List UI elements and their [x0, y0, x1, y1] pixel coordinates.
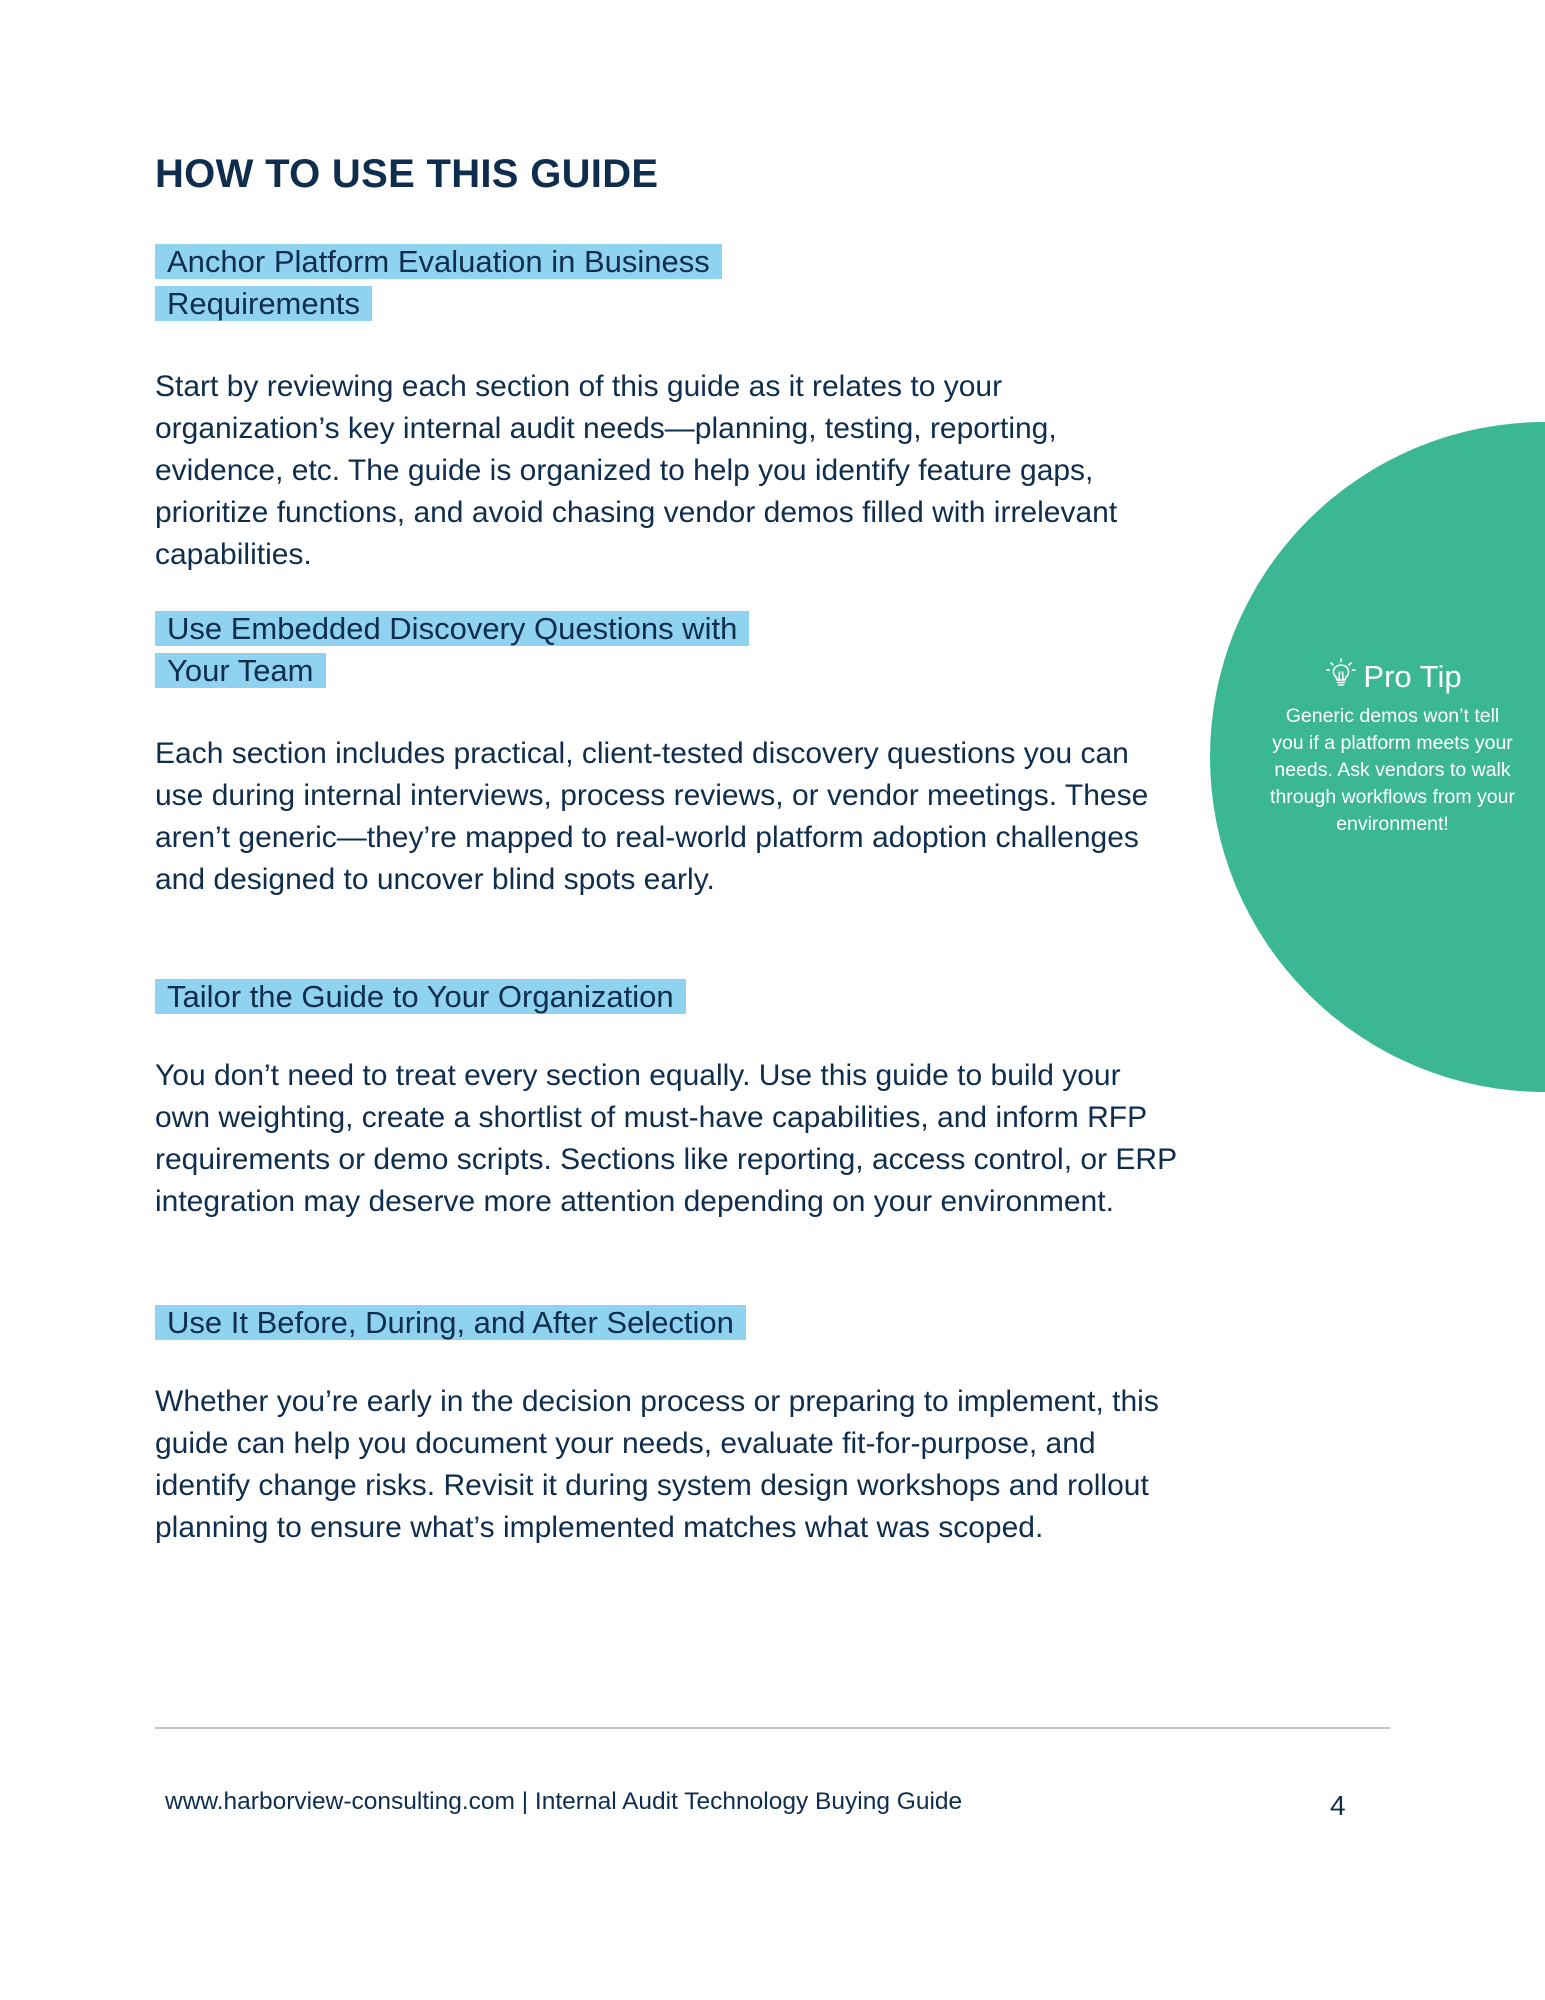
section-tailor-guide [155, 976, 1180, 1218]
footer-text: www.harborview-consulting.com | Internal Audit Technology Buying Guide [165, 1788, 963, 1815]
pro-tip-text: Generic demos won’t tell you if a platform meets your needs. Ask vendors to walk through workflows from your environment! [1270, 705, 1515, 835]
section-heading-label: Tailor the Guide to Your Organization [155, 979, 686, 1014]
section-body: Start by reviewing each section of this guide as it relates to your organization’s key internal audit needs—planning, testing, reporting, evidence, etc. The guide is organized to help you identify feature gaps, prioritize functions, and avoid chasing vendor demos filled with irrelevant capabilities. [155, 370, 1118, 571]
section-selection-lifecycle [155, 1302, 1180, 1544]
pro-tip-title: Pro Tip [1363, 658, 1462, 694]
section-heading [155, 608, 775, 692]
section-discovery-questions [155, 608, 1180, 896]
pro-tip-callout [1270, 656, 1515, 838]
page-title: HOW TO USE THIS GUIDE [155, 152, 659, 196]
section-heading-label: Anchor Platform Evaluation in Business Requirements [155, 244, 722, 321]
pro-tip-header [1270, 656, 1515, 697]
section-heading [155, 241, 755, 325]
lightbulb-icon [1323, 656, 1359, 697]
footer-divider [155, 1727, 1390, 1729]
page-number: 4 [1330, 1790, 1346, 1821]
section-body: You don’t need to treat every section equally. Use this guide to build your own weighting, create a shortlist of must-have capabilities, and inform RFP requirements or demo scripts. Sections like reporting, access control, or ERP integration may deserve more attention depending on your environment. [155, 1059, 1177, 1218]
section-heading-label: Use Embedded Discovery Questions with Your Team [155, 611, 749, 688]
section-body: Each section includes practical, client-tested discovery questions you can use during internal interviews, process reviews, or vendor meetings. These aren’t generic—they’re mapped to real-world platform adoption challenges and designed to uncover blind spots early. [155, 737, 1149, 896]
section-requirements [155, 241, 1180, 571]
section-heading-label: Use It Before, During, and After Selection [155, 1305, 746, 1340]
section-body: Whether you’re early in the decision process or preparing to implement, this guide can help you document your needs, evaluate fit-for-purpose, and identify change risks. Revisit it during system design workshops and rollout planning to ensure what’s implemented matches what was scoped. [155, 1385, 1159, 1544]
section-heading [155, 976, 1180, 1018]
section-heading [155, 1302, 1180, 1344]
